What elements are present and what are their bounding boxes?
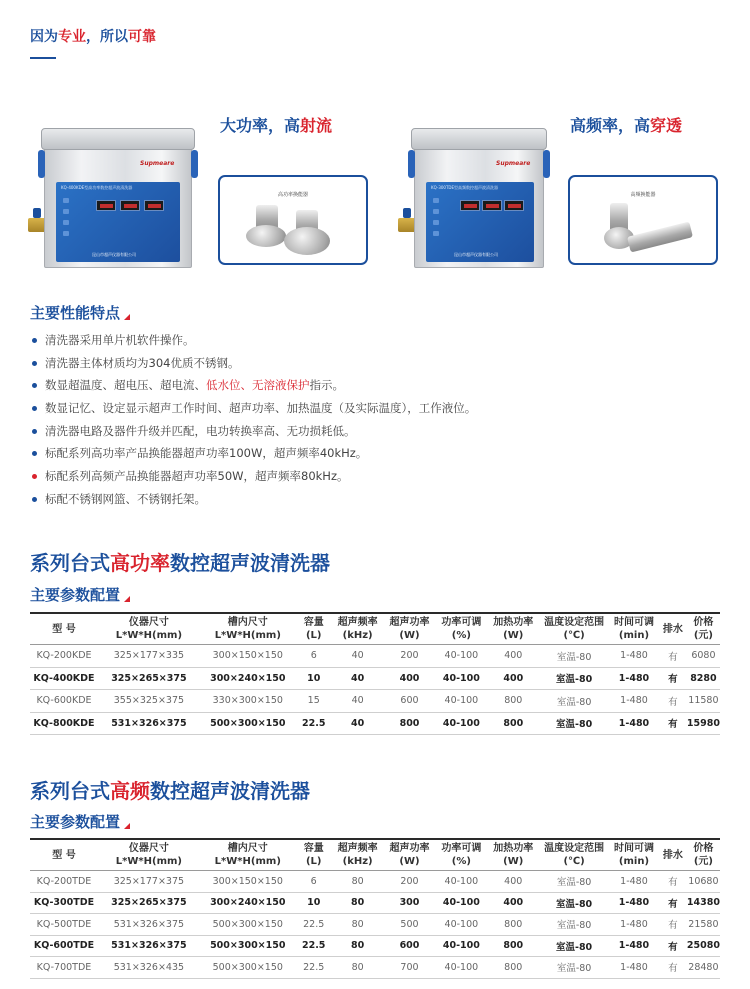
column-header-unit: L*W*H(mm) <box>214 856 281 867</box>
transducer-caption-2: 高频换能器 <box>630 192 656 198</box>
table-cell: 室温-80 <box>539 667 609 690</box>
table-cell: 330×300×150 <box>200 690 296 713</box>
table-cell: 15980 <box>687 712 720 735</box>
table-cell: 室温-80 <box>539 712 609 735</box>
list-item: 标配系列高频产品换能器超声功率50W，超声频率80kHz。 <box>30 465 476 488</box>
table-row <box>30 645 720 668</box>
table-cell: 22.5 <box>296 914 332 936</box>
column-header-unit: (%) <box>451 856 471 867</box>
column-header <box>296 839 332 871</box>
table-cell: 1-480 <box>609 667 659 690</box>
table-cell: 14380 <box>687 892 720 914</box>
section1-title-accent: 高功率 <box>110 551 170 575</box>
table-cell: 有 <box>659 892 687 914</box>
column-header <box>200 839 296 871</box>
table-row <box>30 667 720 690</box>
column-header-unit: (元) <box>693 856 713 867</box>
table-cell: 1-480 <box>609 935 659 957</box>
column-header-label: 仪器尺寸 <box>128 617 169 628</box>
column-header <box>687 613 720 645</box>
table-cell: 室温-80 <box>539 690 609 713</box>
table-cell: 室温-80 <box>539 892 609 914</box>
column-header <box>435 613 487 645</box>
column-header-unit: (℃) <box>563 630 585 641</box>
list-item: 清洗器采用单片机软件操作。 <box>30 329 476 352</box>
table-cell: 40-100 <box>435 690 487 713</box>
table-row <box>30 690 720 713</box>
column-header-unit: (min) <box>618 856 650 867</box>
section2-subtitle-text: 主要参数配置 <box>30 813 121 831</box>
column-header <box>659 839 687 871</box>
table-cell: KQ-600KDE <box>30 690 98 713</box>
table-cell: 40-100 <box>435 935 487 957</box>
column-header-label: 超声频率 <box>337 843 378 854</box>
slogan-part-3: ，所以 <box>86 29 128 45</box>
table-cell: 1-480 <box>609 914 659 936</box>
column-header-label: 功率可调 <box>441 843 482 854</box>
column-header <box>659 613 687 645</box>
table-cell: 500×300×150 <box>200 957 296 979</box>
section1-subtitle-text: 主要参数配置 <box>30 586 121 604</box>
column-header-unit: (kHz) <box>342 630 373 641</box>
section1-title-text: 系列台式 <box>30 551 110 575</box>
table-cell: 10680 <box>687 871 720 893</box>
feature-title-2 <box>570 113 682 136</box>
column-header-label: 排水 <box>662 623 683 635</box>
table-cell: 1-480 <box>609 712 659 735</box>
slogan-part-1: 因为 <box>30 29 58 45</box>
table-cell: 6 <box>296 871 332 893</box>
panel-label: KQ-300TDE型高频数控超声波清洗器 <box>431 185 499 190</box>
table-cell: 1-480 <box>609 957 659 979</box>
section1-title <box>30 547 330 576</box>
column-header-label: 价格 <box>693 617 714 628</box>
column-header-unit: L*W*H(mm) <box>115 630 183 641</box>
transducer-image-2 <box>568 175 718 265</box>
table-cell: 325×265×375 <box>98 892 200 914</box>
machine-brand: Supmeare <box>140 160 175 167</box>
table-cell: 28480 <box>687 957 720 979</box>
feature-title-1-accent: 射流 <box>300 116 333 135</box>
column-header-label: 容量 <box>303 843 324 854</box>
table-cell: 80 <box>332 935 384 957</box>
column-header <box>384 613 436 645</box>
table-cell: 有 <box>659 690 687 713</box>
panel-label: KQ-400KDE型高功率数控超声波清洗器 <box>61 185 133 190</box>
table-cell: 80 <box>332 871 384 893</box>
list-item: 清洗器电路及器件升级并匹配，电功转换率高、无功损耗低。 <box>30 420 476 443</box>
table-cell: KQ-300TDE <box>30 892 98 914</box>
column-header <box>200 613 296 645</box>
section2-title-text: 系列台式 <box>30 779 110 803</box>
column-header-label: 容量 <box>303 617 324 628</box>
column-header-unit: (L) <box>305 856 322 867</box>
table-row <box>30 892 720 914</box>
table-cell: 有 <box>659 645 687 668</box>
section2-title-text: 数控超声波清洗器 <box>150 779 310 803</box>
table-cell: 40 <box>332 645 384 668</box>
table-cell: 325×177×375 <box>98 871 200 893</box>
column-header-label: 加热功率 <box>493 617 534 628</box>
table-cell: 800 <box>487 690 539 713</box>
panel-footer: 昆山市超声仪器有限公司 <box>92 252 136 257</box>
feature-title-2-text: 高频率，高 <box>570 116 651 135</box>
table-row <box>30 957 720 979</box>
feature-title-1-text: 大功率，高 <box>220 116 301 135</box>
slogan-part-4: 可靠 <box>128 29 156 45</box>
column-header-unit: (L) <box>305 630 322 641</box>
table-cell: KQ-400KDE <box>30 667 98 690</box>
table-cell: 有 <box>659 871 687 893</box>
column-header-label: 温度设定范围 <box>544 843 605 854</box>
table-cell: 531×326×375 <box>98 935 200 957</box>
table-cell: 21580 <box>687 914 720 936</box>
table-cell: 40-100 <box>435 667 487 690</box>
table-cell: 800 <box>487 914 539 936</box>
table-row <box>30 935 720 957</box>
column-header-unit: (W) <box>503 630 524 641</box>
table-cell: 40-100 <box>435 914 487 936</box>
table-cell: 25080 <box>687 935 720 957</box>
table-cell: 80 <box>332 914 384 936</box>
table-cell: 531×326×435 <box>98 957 200 979</box>
machine-brand: Supmeare <box>496 160 531 167</box>
table-cell: KQ-500TDE <box>30 914 98 936</box>
column-header <box>487 613 539 645</box>
table-cell: 40-100 <box>435 871 487 893</box>
column-header-label: 价格 <box>693 843 714 854</box>
slogan-part-2: 专业 <box>58 29 86 45</box>
table-cell: 80 <box>332 892 384 914</box>
column-header-label: 超声功率 <box>389 843 430 854</box>
table-cell: 室温-80 <box>539 645 609 668</box>
table-row <box>30 712 720 735</box>
column-header <box>435 839 487 871</box>
column-header-label: 槽内尺寸 <box>227 843 268 854</box>
corner-mark-icon <box>124 823 130 829</box>
table-cell: 40-100 <box>435 712 487 735</box>
table-cell: 6 <box>296 645 332 668</box>
column-header-label: 时间可调 <box>613 843 654 854</box>
table-cell: 200 <box>384 645 436 668</box>
table-cell: 325×265×375 <box>98 667 200 690</box>
column-header <box>98 839 200 871</box>
corner-mark-icon <box>124 314 130 320</box>
table-cell: 1-480 <box>609 871 659 893</box>
table-cell: 10 <box>296 892 332 914</box>
table-cell: 40 <box>332 690 384 713</box>
column-header-unit: (元) <box>693 630 713 641</box>
list-item: 清洗器主体材质均为304优质不锈钢。 <box>30 352 476 375</box>
column-header-label: 型 号 <box>52 849 76 861</box>
table-cell: 有 <box>659 914 687 936</box>
performance-list <box>30 329 476 511</box>
control-panel <box>426 182 534 262</box>
column-header <box>332 839 384 871</box>
table-cell: 400 <box>384 667 436 690</box>
spec-table-high-frequency <box>30 838 720 979</box>
panel-footer: 昆山市超声仪器有限公司 <box>454 252 498 257</box>
table-cell: 80 <box>332 957 384 979</box>
column-header <box>487 839 539 871</box>
table-cell: 40-100 <box>435 892 487 914</box>
table-cell: 800 <box>384 712 436 735</box>
performance-title <box>30 302 130 323</box>
table-cell: 10 <box>296 667 332 690</box>
column-header-label: 温度设定范围 <box>544 617 605 628</box>
control-panel <box>56 182 180 262</box>
table-cell: 700 <box>384 957 436 979</box>
column-header <box>296 613 332 645</box>
table-cell: 1-480 <box>609 690 659 713</box>
table-row <box>30 914 720 936</box>
table-cell: 室温-80 <box>539 957 609 979</box>
table-cell: 500×300×150 <box>200 914 296 936</box>
table-cell: 15 <box>296 690 332 713</box>
table-cell: 531×326×375 <box>98 914 200 936</box>
table-cell: 6080 <box>687 645 720 668</box>
list-item: 数显记忆、设定显示超声工作时间、超声功率、加热温度（及实际温度），工作液位。 <box>30 397 476 420</box>
table-cell: KQ-200KDE <box>30 645 98 668</box>
column-header-label: 加热功率 <box>493 843 534 854</box>
section1-title-text: 数控超声波清洗器 <box>170 551 330 575</box>
column-header-unit: (W) <box>503 856 524 867</box>
column-header-unit: (%) <box>451 630 471 641</box>
table-cell: 800 <box>487 957 539 979</box>
table-cell: 有 <box>659 712 687 735</box>
table-cell: 有 <box>659 667 687 690</box>
table-row <box>30 871 720 893</box>
table-cell: 40 <box>332 712 384 735</box>
table-cell: 40-100 <box>435 957 487 979</box>
corner-mark-icon <box>124 596 130 602</box>
column-header-label: 排水 <box>662 849 683 861</box>
table-cell: KQ-200TDE <box>30 871 98 893</box>
table-cell: KQ-800KDE <box>30 712 98 735</box>
table-cell: 400 <box>487 667 539 690</box>
performance-title-text: 主要性能特点 <box>30 304 121 322</box>
table-cell: 400 <box>487 892 539 914</box>
column-header-unit: (min) <box>618 630 650 641</box>
column-header <box>30 613 98 645</box>
column-header <box>539 839 609 871</box>
column-header-unit: (kHz) <box>342 856 373 867</box>
slogan-underline <box>30 57 56 59</box>
section2-title <box>30 775 310 804</box>
table-cell: 500×300×150 <box>200 712 296 735</box>
table-cell: 1-480 <box>609 645 659 668</box>
transducer-caption-1: 高功率换能器 <box>277 192 308 198</box>
column-header <box>609 613 659 645</box>
column-header <box>98 613 200 645</box>
section1-subtitle <box>30 584 130 605</box>
table-cell: 300×240×150 <box>200 667 296 690</box>
table-cell: 800 <box>487 712 539 735</box>
column-header <box>687 839 720 871</box>
table-cell: 室温-80 <box>539 914 609 936</box>
table-cell: 300×150×150 <box>200 645 296 668</box>
table-cell: 355×325×375 <box>98 690 200 713</box>
column-header <box>539 613 609 645</box>
table-cell: 600 <box>384 935 436 957</box>
table-cell: 500 <box>384 914 436 936</box>
table-header-row <box>30 613 720 645</box>
section2-subtitle <box>30 811 130 832</box>
table-cell: 有 <box>659 935 687 957</box>
table-header-row <box>30 839 720 871</box>
table-cell: 325×177×335 <box>98 645 200 668</box>
table-cell: 8280 <box>687 667 720 690</box>
section2-title-accent: 高频 <box>110 779 150 803</box>
list-item: 标配不锈钢网篮、不锈钢托架。 <box>30 488 476 511</box>
column-header-label: 超声频率 <box>337 617 378 628</box>
page-slogan <box>30 26 156 46</box>
table-cell: 室温-80 <box>539 871 609 893</box>
column-header <box>30 839 98 871</box>
table-cell: 室温-80 <box>539 935 609 957</box>
table-cell: 22.5 <box>296 957 332 979</box>
table-cell: 1-480 <box>609 892 659 914</box>
table-cell: KQ-700TDE <box>30 957 98 979</box>
list-item-text: 指示。 <box>309 378 344 393</box>
feature-title-2-accent: 穿透 <box>650 116 683 135</box>
table-cell: 600 <box>384 690 436 713</box>
table-cell: 22.5 <box>296 935 332 957</box>
table-cell: 22.5 <box>296 712 332 735</box>
table-cell: 有 <box>659 957 687 979</box>
column-header-label: 功率可调 <box>441 617 482 628</box>
table-cell: 40-100 <box>435 645 487 668</box>
column-header-unit: L*W*H(mm) <box>214 630 281 641</box>
column-header-unit: (W) <box>399 630 420 641</box>
transducer-image-1 <box>218 175 368 265</box>
column-header-label: 槽内尺寸 <box>227 617 268 628</box>
column-header-label: 超声功率 <box>389 617 430 628</box>
column-header-label: 型 号 <box>52 623 76 635</box>
list-item-text: 数显超温度、超电压、超电流、 <box>45 378 206 393</box>
list-item: 标配系列高功率产品换能器超声功率100W，超声频率40kHz。 <box>30 442 476 465</box>
column-header <box>384 839 436 871</box>
table-cell: KQ-600TDE <box>30 935 98 957</box>
list-item-highlight: 低水位、无溶液保护 <box>206 378 310 393</box>
column-header <box>609 839 659 871</box>
column-header <box>332 613 384 645</box>
table-cell: 400 <box>487 871 539 893</box>
column-header-unit: (℃) <box>563 856 585 867</box>
table-cell: 531×326×375 <box>98 712 200 735</box>
column-header-label: 时间可调 <box>613 617 654 628</box>
spec-table-high-power <box>30 612 720 735</box>
table-cell: 500×300×150 <box>200 935 296 957</box>
table-cell: 300×150×150 <box>200 871 296 893</box>
table-cell: 400 <box>487 645 539 668</box>
column-header-unit: L*W*H(mm) <box>115 856 182 867</box>
table-cell: 800 <box>487 935 539 957</box>
feature-title-1 <box>220 113 332 136</box>
list-item <box>30 374 476 397</box>
table-cell: 200 <box>384 871 436 893</box>
column-header-label: 仪器尺寸 <box>128 843 169 854</box>
table-cell: 11580 <box>687 690 720 713</box>
table-cell: 300×240×150 <box>200 892 296 914</box>
column-header-unit: (W) <box>399 856 420 867</box>
table-cell: 40 <box>332 667 384 690</box>
table-cell: 300 <box>384 892 436 914</box>
